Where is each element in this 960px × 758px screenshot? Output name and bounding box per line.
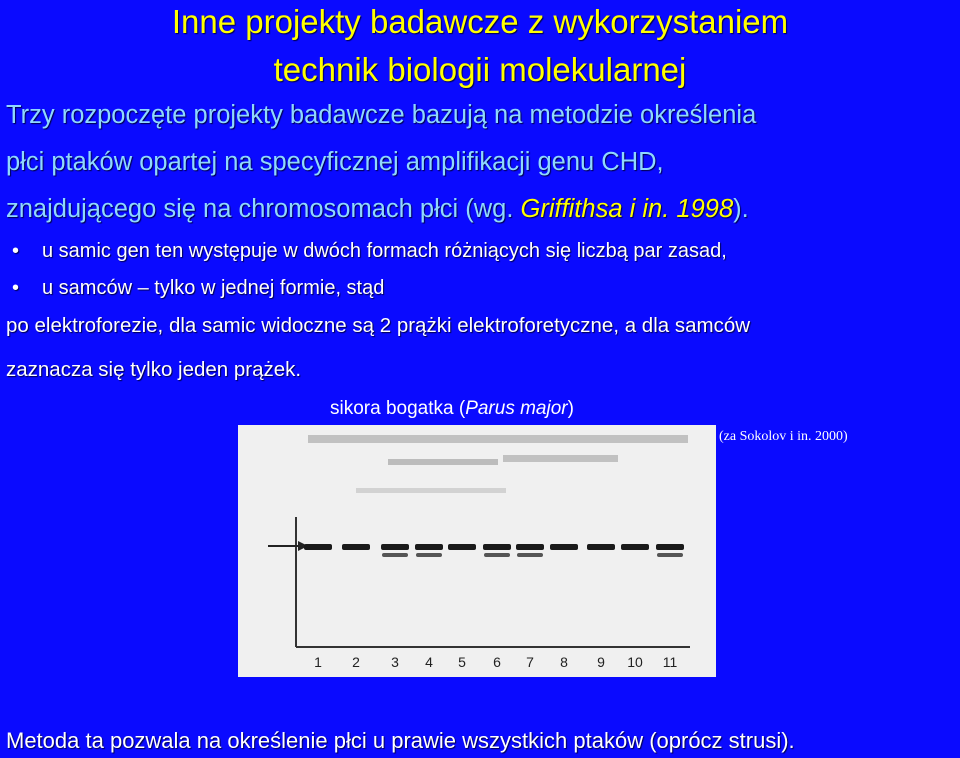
bullet-dot-icon: •	[12, 277, 20, 299]
gel-band	[415, 544, 443, 550]
lane-number: 5	[458, 654, 466, 670]
lane-number: 7	[526, 654, 534, 670]
intro-line-2: płci ptaków opartej na specyficznej amplifikacji genu CHD,	[6, 148, 664, 176]
intro-line-3-text: znajdującego się na chromosomach płci (wg.	[6, 195, 521, 223]
lane-number: 3	[391, 654, 399, 670]
gel-band	[516, 544, 544, 550]
gel-band	[550, 544, 578, 550]
lane-number: 9	[597, 654, 605, 670]
gel-band-second	[416, 553, 442, 557]
gel-band	[656, 544, 684, 550]
caption-post: )	[567, 398, 574, 419]
bullet-item-females	[12, 236, 727, 266]
gel-band	[483, 544, 511, 550]
bullet-text: u samców – tylko w jednej formie, stąd	[42, 277, 385, 299]
intro-line-3-end: ).	[733, 195, 749, 223]
electrophoresis-gel-image	[238, 425, 716, 677]
gel-band	[587, 544, 615, 550]
caption-pre: sikora bogatka (	[330, 398, 466, 419]
gel-band-second	[657, 553, 683, 557]
gel-band	[621, 544, 649, 550]
citation: Griffithsa i in. 1998	[520, 195, 734, 223]
figure-caption	[330, 396, 574, 422]
gel-photo	[238, 425, 716, 677]
figure-credit: (za Sokolov i in. 2000)	[719, 429, 848, 444]
gel-band	[304, 544, 332, 550]
species-latin-name: Parus major	[465, 398, 568, 419]
intro-line-1: Trzy rozpoczęte projekty badawcze bazują na metodzie określenia	[6, 101, 757, 129]
gel-band-second	[382, 553, 408, 557]
bullet-item-males	[12, 273, 384, 303]
footer-text: Metoda ta pozwala na określenie płci u prawie wszystkich ptaków (oprócz strusi).	[6, 728, 795, 753]
lane-number: 11	[662, 654, 678, 670]
gel-band-second	[517, 553, 543, 557]
lane-number: 4	[425, 654, 433, 670]
lane-number: 1	[314, 654, 322, 670]
bullet-dot-icon: •	[12, 240, 20, 262]
gel-band	[448, 544, 476, 550]
paragraph-line-1: po elektroforezie, dla samic widoczne są 2 prążki elektroforetyczne, a dla samców	[6, 314, 751, 337]
gel-band-second	[484, 553, 510, 557]
intro-line-3	[6, 186, 956, 233]
gel-band	[381, 544, 409, 550]
lane-number: 8	[560, 654, 568, 670]
gel-band	[342, 544, 370, 550]
paragraph-line-2: zaznacza się tylko jeden prążek.	[6, 358, 302, 381]
lane-number: 6	[493, 654, 501, 670]
lane-number: 2	[352, 654, 360, 670]
slide-title-line-1: Inne projekty badawcze z wykorzystaniem	[171, 3, 789, 40]
slide-title-line-2: technik biologii molekularnej	[273, 51, 687, 88]
lane-number: 10	[627, 654, 643, 670]
bullet-text: u samic gen ten występuje w dwóch formach różniących się liczbą par zasad,	[42, 240, 727, 262]
